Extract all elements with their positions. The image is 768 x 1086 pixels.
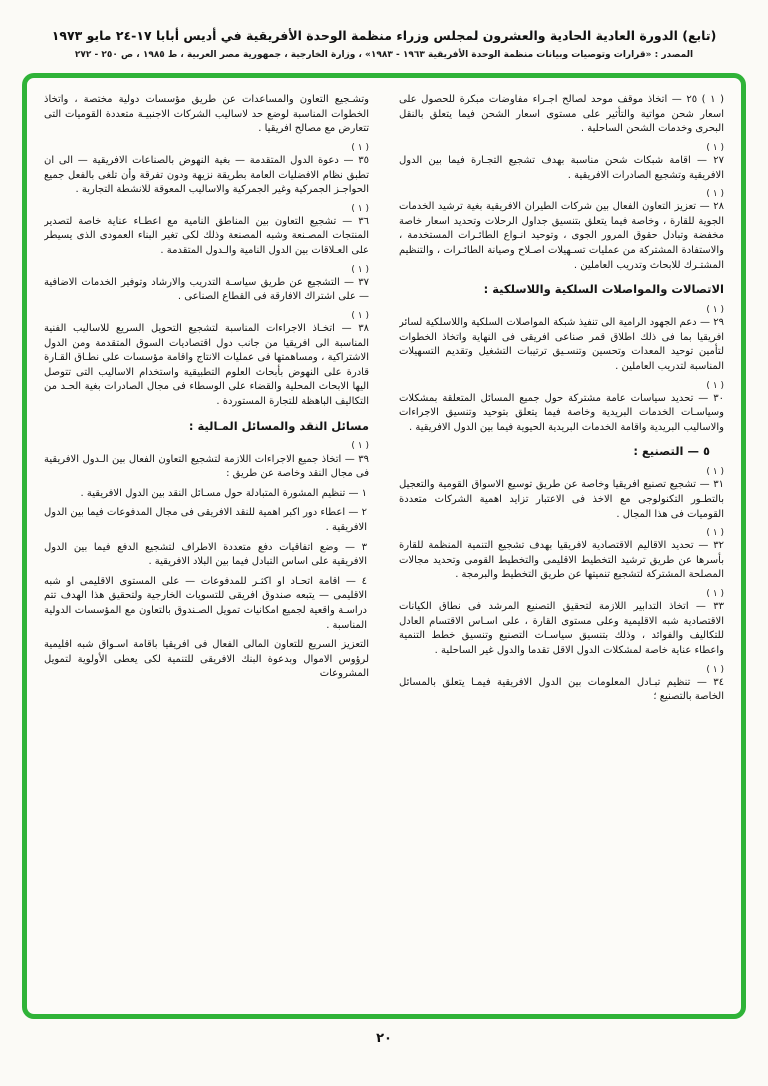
footnote-marker: ( ١ ) — [706, 380, 724, 391]
resolution-item-33 — [399, 588, 724, 659]
footnote-marker: ( ١ ) — [351, 203, 369, 214]
section-heading-telecom: الاتصالات والمواصلات السلكية واللاسلكية : — [483, 282, 724, 297]
sub-item-text: ١ — تنظيم المشورة المتبادلة حول مسـائل النقد بين الدول الافريقية . — [80, 487, 367, 499]
footnote-marker: ( ١ ) — [706, 528, 724, 539]
document-source-line: المصدر : «قرارات وتوصيات وبيانات منظمة الوحدة الأفريقية ١٩٦٣ - ١٩٨٣» ، وزارة الخارجية ، جمهورية مصر العربية ، ط ١٩٨٥ ، ص ٢٥٠ - ٢٧٢ — [74, 50, 694, 60]
section-heading-monetary: مسائل النقد والمسائل المـالية : — [188, 418, 369, 433]
sub-item-3 — [44, 541, 369, 570]
sub-item-2 — [44, 506, 369, 535]
item-text: ٣٤ — تنظيم تبـادل المعلومات بين الدول الافريقية فيمـا يتعلق بالمسائل الخاصة بالتصنيع ؛ — [399, 676, 724, 703]
sub-item-4 — [44, 575, 369, 633]
item-text: ٢٨ — تعزيز التعاون الفعال بين شركات الطيران الافريقية بغية ترشيد الخدمات الجوية للقارة ، وخاصة فيما يتعلق بتنسيق جداول الرحلات وتحديد اسعار خاصة مخفضة وتبادل حقوق المرور الجوى ، وتوحيد انـواع الطائـرات المستخدمة ، والاستفادة المشتركة من عمليات تسـهيلات اصـلاح وصيانة الطائـرات ، والتنظيم المشتـرك للابحاث وتدريب العاملين . — [399, 201, 724, 271]
item-text: ٣٩ — اتخاذ جميع الاجراءات اللازمة لتشجيع التعاون الفعال بين الـدول الافريقية فى مجال النقد وخاصة عن طريق : — [44, 453, 369, 480]
resolution-item-38 — [44, 310, 369, 410]
resolution-item-37 — [44, 264, 369, 305]
item-text: ٣٥ — دعوة الدول المتقدمة — بغية النهوض بالصناعات الافريقية — الى ان تطبق نظام الافضليات العامة بطريقة نزيهة ودون تفرقة وأن تلغى بالفعل جميع الحواجـز الجمركية وغير الجمركية والاساليب المعوقة للانشطة التجارية . — [44, 154, 369, 196]
footnote-marker: ( ١ ) — [706, 589, 724, 600]
column-right — [399, 93, 724, 1006]
item-text: ٢٩ — دعم الجهود الرامية الى تنفيذ شبكة المواصلات السلكية واللاسلكية لسائر افريقيا بما فى ذلك اطلاق قمر صناعى افريقى فى النهاية واتخاذ الخطوات لتأمين توحيد المعدات وتحسين وتنسـيق ترتيبات التشغيل وتقديم التسهيلات المناسبة لتدريب العاملين . — [399, 317, 724, 372]
paragraph-text: وتشـجيع التعاون والمساعدات عن طريق مؤسسات دولية مختصة ، واتخاذ الخطوات المناسبة لوضع حد لاساليب الشركات الاجنبيـة متعددة القوميات التى تتعارض مع مصالح افريقيا . — [44, 94, 369, 135]
item-text: ٣٦ — تشجيع التعاون بين المناطق النامية مع اعطـاء عناية خاصة لتصدير المنتجات المصـنعة وشبه المصنعة وذلك لكى تغير البناء العمودى الذى يسيطر على العـلاقات بين الدول النامية والـدول المتقدمة . — [44, 215, 369, 257]
resolution-item-30 — [399, 380, 724, 436]
item-text: ٣١ — تشجيع تصنيع افريقيا وخاصة عن طريق توسيع الاسواق القومية والتعجيل بالتطـور التكنولوجى مع الاخذ فى الاعتبار تزايد اهمية الشركات متعددة القوميات فى هذا المجال . — [399, 479, 724, 520]
footnote-marker: ( ١ ) — [351, 310, 369, 321]
closing-paragraph — [44, 638, 369, 682]
footnote-marker: ( ١ ) — [706, 305, 724, 315]
item-text: ( ١ ) ٢٥ — اتخاذ موقف موحد لصالح اجـراء مفاوضات مبكرة للحصول على اسعار شحن مواتية والتأثير على مستوى اسعار الشحن فيما يتعلق بالنقل البحرى وخدمات الشحن الساحلية . — [399, 94, 724, 135]
continuation-paragraph — [44, 93, 369, 137]
section-heading-industry: ٥ — التصنيع : — [633, 444, 710, 459]
footnote-marker: ( ١ ) — [351, 441, 369, 452]
page-number: ٢٠ — [376, 1031, 392, 1046]
sub-item-text: ٤ — اقامة اتحـاد او اكثـر للمدفوعات — على المستوى الاقليمى او شبه الاقليمى — يتبعه صندوق افريقى للتسويات الخارجية ولتحقيق هذا الهدف تتم دراسـة واقعية لجميع امكانيات تمويل الصـندوق بالتعاون مع المؤسسات الدولية المناسبة . — [44, 575, 367, 631]
document-header-title: (تابع) الدورة العادية الحادية والعشرون لمجلس وزراء منظمة الوحدة الأفريقية في أديس أبابا ١٧-٢٤ مايو ١٩٧٣ — [51, 28, 717, 43]
item-text: ٣٧ — التشجيع عن طريق سياسـة التدريب والارشاد وتوفير الخدمات الاضافية — على اشتراك الافارقة فى القطاع الصناعى . — [44, 276, 369, 303]
resolution-item-32 — [399, 527, 724, 583]
footnote-marker: ( ١ ) — [706, 664, 724, 675]
paragraph-text: التعزيز السريع للتعاون المالى الفعال فى افريقيا باقامة اسـواق شبه اقليمية لرؤوس الاموال وبدعوة البنك الافريقى للتنمية لكى يعطى الأولوية لتمويل المشروعات — [44, 639, 369, 680]
resolution-item-25 — [399, 93, 724, 137]
content-frame — [22, 73, 746, 1019]
column-left — [44, 93, 369, 1006]
item-text: ٣٨ — اتخـاذ الاجراءات المناسبة لتشجيع التحويل السريع للاساليب الفنية المناسبة الى افريقيا من جانب دول اقتصاديات السوق المتقدمة ومن الدول الاشتراكية ، ومساهمتها فى عمليات الانتاج واقامة مؤسسات على نطـاق القـارة قادرة على النهوض بأبحاث العلوم التطبيقية واستخدام الاساليب التى تتوصل اليها الابحاث المحلية والقضاء على الوسطاء فى مجال الصادرات بغية الحـد من التكاليف الباهظة للتجارة المستوردة . — [44, 323, 369, 408]
resolution-item-36 — [44, 203, 369, 259]
resolution-item-34 — [399, 664, 724, 705]
two-column-layout — [44, 93, 724, 1006]
resolution-item-35 — [44, 142, 369, 198]
item-text: ٣٠ — تحديد سياسات عامة مشتركة حول جميع المسائل المتعلقة بمشكلات وسياسـات الخدمات البريدية وخاصة فيما يتعلق بتوحيد وتنسيق الاجراءات والاساليب البريدية واقامة الخدمات البريدية الحيوية فيما بين الدول الافريقية . — [399, 392, 724, 433]
sub-item-text: ٢ — اعطاء دور اكبر اهمية للنقد الافريقى فى مجال المدفوعات فيما بين الدول الافريقية . — [44, 507, 367, 533]
item-text: ٣٣ — اتخاذ التدابير اللازمة لتحقيق التصنيع المرشد فى نطاق الكيانات الاقتصادية شبه الاقليمية وعلى مستوى القارة ، على اسـاس الاقتسام العادل للتكاليف والفوائد ، وذلك بتنسيق سياسـات التصنيع وتنسيق خطط التنمية واعطاء عناية خاصة لمشكلات الدول الاقل تقدما والدول غير الساحلية . — [399, 601, 724, 656]
resolution-item-28 — [399, 188, 724, 273]
footnote-marker: ( ١ ) — [706, 467, 724, 478]
item-text: ٣٢ — تحديد الاقاليم الاقتصادية لافريقيا بهدف تشجيع التنمية المنظمة للقارة بأسرها عن طريق ترشيد التخطيط الاقليمى والتخطيط القومى وتحديد مجالات المصلحة المشتركة لتشجيع تنميتها عن طريق التخطيط والبرمجة . — [399, 540, 724, 581]
item-text: ٢٧ — اقامة شبكات شحن مناسبة بهدف تشجيع التجـارة فيما بين الدول الافريقية وتشجيع الصادرات الافريقية . — [399, 154, 724, 181]
footnote-marker: ( ١ ) — [706, 189, 724, 200]
footnote-marker: ( ١ ) — [351, 264, 369, 275]
resolution-item-27 — [399, 142, 724, 183]
resolution-item-31 — [399, 466, 724, 522]
footnote-marker: ( ١ ) — [351, 142, 369, 153]
sub-item-text: ٣ — وضع اتفاقيات دفع متعددة الاطراف لتشجيع الدفع فيما بين الدول الافريقية على اساس التبادل فيما بين البلاد الافريقية . — [44, 541, 367, 568]
footnote-marker: ( ١ ) — [706, 142, 724, 153]
document-header — [0, 0, 768, 60]
resolution-item-39 — [44, 440, 369, 481]
sub-item-1 — [44, 487, 369, 502]
resolution-item-29 — [399, 304, 724, 375]
